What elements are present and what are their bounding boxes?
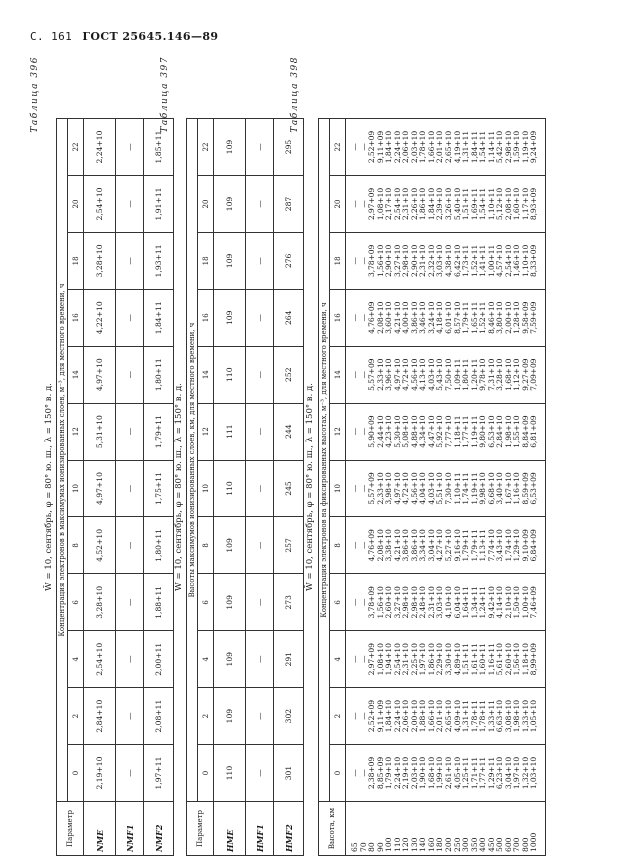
table-row — [213, 119, 245, 856]
hour-header: 16 — [197, 289, 213, 346]
table-cell: — — [115, 517, 143, 574]
hour-header: 0 — [197, 745, 213, 802]
table-cell: 109 — [213, 119, 245, 176]
hour-header: 12 — [329, 403, 345, 460]
concentration-column: — — 5,57+09 2,33+10 3,98+10 4,97+10 4,72+10 4,56+10 4,04+10 4,03+10 5,51+10 7,30+10 1,10+11 1,74+11 1,19+11 9,98+10 6,68+10 3,40+10 1,67+10 1,16+10 8,59+09 6,53+09 — [345, 460, 545, 517]
concentration-column: — — 5,57+09 2,33+10 3,96+10 4,97+10 4,72+10 4,56+10 4,13+10 4,03+10 5,43+10 7,50+10 1,09+11 1,80+11 1,20+11 9,78+10 7,31+10 3,28+10 1,68+10 1,12+10 9,27+09 7,09+09 — [345, 346, 545, 403]
hour-header: 4 — [197, 631, 213, 688]
hour-header: 2 — [197, 688, 213, 745]
hour-header: 8 — [197, 517, 213, 574]
hour-header: 18 — [197, 232, 213, 289]
table-cell: 109 — [213, 688, 245, 745]
hour-header: 22 — [67, 119, 83, 176]
hour-header: 6 — [197, 574, 213, 631]
table-cell: 1,79+11 — [143, 403, 173, 460]
hour-header: 22 — [197, 119, 213, 176]
table-396-title: W̄ = 10, сентябрь, φ = 80° ю. ш., λ = 150° в. д. — [43, 383, 54, 591]
table-cell: 4,22+10 — [83, 289, 115, 346]
table-cell: 287 — [273, 176, 303, 233]
hour-header: 20 — [197, 176, 213, 233]
table-cell: 109 — [213, 631, 245, 688]
table-cell: — — [245, 289, 273, 346]
heights-column: 65 70 80 90 100 110 120 130 140 160 180 200 250 300 350 400 450 500 600 700 800 1000 — [345, 802, 545, 856]
concentration-column: — — 4,76+09 2,08+10 3,38+10 4,21+10 3,86+10 3,86+10 3,34+10 3,04+10 4,27+10 5,27+10 9,16+10 1,79+11 1,79+11 1,13+11 7,74+10 3,43+10 1,74+10 1,29+10 9,10+09 6,84+09 — [345, 517, 545, 574]
hour-header: 2 — [329, 688, 345, 745]
table-397-title: W̄ = 10, сентябрь, φ = 80° ю. ш., λ = 150° в. д. — [173, 383, 184, 591]
table-cell: 109 — [213, 232, 245, 289]
param-name: NMF1 — [115, 802, 143, 856]
table-cell: — — [245, 631, 273, 688]
param-name: HMF2 — [273, 802, 303, 856]
table-row — [83, 119, 115, 856]
hour-header: 8 — [329, 517, 345, 574]
concentration-column: — — 2,97+09 1,08+10 1,94+10 2,54+10 2,31+10 2,25+10 1,97+10 1,86+10 2,29+10 3,30+10 4,89+10 1,51+11 1,61+11 1,60+11 1,16+11 5,61+10 2,60+10 1,56+10 1,18+10 8,99+09 — [345, 631, 545, 688]
table-cell: 3,28+10 — [83, 232, 115, 289]
concentration-column: — — 2,38+09 8,85+09 1,79+10 2,24+10 2,19+10 2,03+10 1,90+10 1,68+10 1,99+10 2,61+10 4,05+10 1,25+11 1,71+11 1,77+11 1,29+11 6,23+10 3,04+10 1,97+10 1,32+10 1,03+10 — [345, 745, 545, 802]
table-cell: 2,84+10 — [83, 688, 115, 745]
table-398-subheader: Концентрация электронов на фиксированных высотах, м⁻³, для местного времени, ч — [318, 119, 329, 802]
hour-header: 6 — [329, 574, 345, 631]
table-396-caption: Таблица 396 — [29, 56, 40, 133]
hour-header: 4 — [329, 631, 345, 688]
concentration-column: — — 3,78+09 1,56+10 2,90+10 3,27+10 2,98+10 2,90+10 2,31+10 2,32+10 3,03+10 4,38+10 6,42+10 1,73+11 1,52+11 1,41+11 1,00+11 4,57+10 2,54+10 1,46+10 1,10+10 8,33+09 — [345, 232, 545, 289]
hour-header: 4 — [67, 631, 83, 688]
param-header: Параметр — [56, 802, 83, 856]
hour-header: 0 — [67, 745, 83, 802]
hour-header: 14 — [67, 346, 83, 403]
hour-header: 16 — [329, 289, 345, 346]
hour-header: 10 — [329, 460, 345, 517]
table-cell: 295 — [273, 119, 303, 176]
param-name: HME — [213, 802, 245, 856]
table-cell: 273 — [273, 574, 303, 631]
table-cell: — — [115, 745, 143, 802]
table-cell: 4,97+10 — [83, 460, 115, 517]
rotated-content — [30, 56, 590, 856]
param-name: NMF2 — [143, 802, 173, 856]
table-cell: — — [115, 289, 143, 346]
table-cell: — — [115, 460, 143, 517]
table-cell: 264 — [273, 289, 303, 346]
table-cell: 110 — [213, 346, 245, 403]
table-cell: 2,19+10 — [83, 745, 115, 802]
table-cell: — — [115, 119, 143, 176]
concentration-column: — — 2,52+09 9,11+09 1,84+10 2,24+10 2,06+10 2,00+10 1,88+10 1,66+10 2,01+10 2,65+10 4,09+10 1,31+11 1,78+11 1,78+11 1,33+11 6,63+10 3,08+10 1,98+10 1,33+10 1,05+10 — [345, 688, 545, 745]
table-cell: — — [245, 460, 273, 517]
table-cell: 1,80+11 — [143, 346, 173, 403]
table-cell: 1,88+11 — [143, 574, 173, 631]
table-cell: 1,85+11 — [143, 119, 173, 176]
hour-header: 12 — [67, 403, 83, 460]
page-number: С. 161 — [30, 30, 73, 43]
table-cell: — — [245, 745, 273, 802]
table-cell: 244 — [273, 403, 303, 460]
table-cell: 109 — [213, 289, 245, 346]
hour-header: 16 — [67, 289, 83, 346]
table-cell: 109 — [213, 176, 245, 233]
table-cell: — — [245, 688, 273, 745]
table-cell: — — [245, 574, 273, 631]
table-cell: — — [115, 688, 143, 745]
table-cell: 1,80+11 — [143, 517, 173, 574]
table-cell: 301 — [273, 745, 303, 802]
table-cell: 302 — [273, 688, 303, 745]
height-header: Высота, км — [318, 802, 345, 856]
table-cell: — — [115, 403, 143, 460]
table-row — [143, 119, 173, 856]
table-cell: 2,08+11 — [143, 688, 173, 745]
table-cell: 1,91+11 — [143, 176, 173, 233]
hour-header: 10 — [197, 460, 213, 517]
hour-header: 18 — [67, 232, 83, 289]
table-cell: — — [245, 517, 273, 574]
hour-header: 14 — [329, 346, 345, 403]
table-cell: 2,54+10 — [83, 176, 115, 233]
table-cell: 110 — [213, 460, 245, 517]
table-396-subheader: Концентрация электронов в максимумах ионизированных слоев, м⁻³, для местного времени, ч — [56, 119, 67, 802]
table-cell: — — [245, 346, 273, 403]
table-cell: 2,54+10 — [83, 631, 115, 688]
table-cell: 109 — [213, 574, 245, 631]
table-cell: 1,75+11 — [143, 460, 173, 517]
table-cell: — — [115, 631, 143, 688]
concentration-column: — — 2,52+09 9,11+09 1,84+10 2,24+10 2,06+10 2,03+10 1,78+10 1,66+10 2,01+10 2,65+10 4,19+10 1,31+11 1,84+11 1,54+11 1,14+11 5,42+10 2,98+10 1,59+10 1,19+10 9,24+09 — [345, 119, 545, 176]
param-header: Параметр — [186, 802, 213, 856]
table-397 — [186, 118, 304, 856]
table-cell: 4,52+10 — [83, 517, 115, 574]
page-header — [30, 30, 219, 43]
table-row — [273, 119, 303, 856]
table-397-subheader: Высоты максимумов ионизированных слоев, км, для местного времени, ч — [186, 119, 197, 802]
table-cell: — — [115, 176, 143, 233]
table-cell: — — [245, 176, 273, 233]
table-cell: 2,00+11 — [143, 631, 173, 688]
table-cell: 257 — [273, 517, 303, 574]
table-396 — [56, 118, 174, 856]
table-cell: 252 — [273, 346, 303, 403]
table-398-caption: Таблица 398 — [289, 56, 300, 133]
table-cell: 2,24+10 — [83, 119, 115, 176]
table-cell: 1,84+11 — [143, 289, 173, 346]
table-cell: 1,97+11 — [143, 745, 173, 802]
table-cell: 110 — [213, 745, 245, 802]
table-cell: 276 — [273, 232, 303, 289]
table-cell: 3,28+10 — [83, 574, 115, 631]
table-row — [115, 119, 143, 856]
hour-header: 20 — [329, 176, 345, 233]
table-cell: 111 — [213, 403, 245, 460]
table-cell: 5,31+10 — [83, 403, 115, 460]
table-cell: 109 — [213, 517, 245, 574]
standard-title: ГОСТ 25645.146—89 — [82, 30, 219, 43]
table-row — [245, 119, 273, 856]
table-cell: 4,97+10 — [83, 346, 115, 403]
table-397-caption: Таблица 397 — [159, 56, 170, 133]
table-cell: — — [115, 346, 143, 403]
concentration-column: — — 3,78+09 1,56+10 2,60+10 3,27+10 2,98+10 2,98+10 2,48+10 2,31+10 3,03+10 4,10+10 6,04+10 1,64+11 1,34+11 1,24+11 9,42+10 4,14+10 2,10+10 1,50+10 1,00+10 7,46+09 — [345, 574, 545, 631]
hour-header: 2 — [67, 688, 83, 745]
hour-header: 18 — [329, 232, 345, 289]
table-cell: — — [245, 403, 273, 460]
table-cell: — — [115, 232, 143, 289]
hour-header: 10 — [67, 460, 83, 517]
hour-header: 0 — [329, 745, 345, 802]
table-cell: — — [245, 119, 273, 176]
param-name: NME — [83, 802, 115, 856]
table-cell: 245 — [273, 460, 303, 517]
table-cell: — — [245, 232, 273, 289]
param-name: HMF1 — [245, 802, 273, 856]
table-cell: 1,93+11 — [143, 232, 173, 289]
hour-header: 12 — [197, 403, 213, 460]
hour-header: 14 — [197, 346, 213, 403]
hour-header: 22 — [329, 119, 345, 176]
table-398 — [318, 118, 546, 856]
concentration-column: — — 5,90+09 2,44+10 4,23+10 5,30+10 5,08+10 4,88+10 4,34+10 4,47+10 5,92+10 7,77+10 1,18+11 1,77+11 1,19+11 9,80+10 6,53+10 2,84+10 1,98+10 1,55+10 8,84+09 6,81+09 — [345, 403, 545, 460]
table-398-title: W̄ = 10, сентябрь, φ = 80° ю. ш., λ = 150° в. д. — [304, 383, 315, 591]
hour-header: 8 — [67, 517, 83, 574]
concentration-column: — — 2,97+09 1,08+10 2,17+10 2,54+10 2,31+10 2,26+10 1,86+10 1,84+10 2,39+10 3,26+10 5,40+10 1,51+11 1,69+11 1,54+11 1,10+11 5,12+10 2,08+10 1,60+10 1,17+10 8,93+09 — [345, 176, 545, 233]
concentration-column: — — 4,76+09 2,08+10 3,60+10 4,21+10 4,00+10 3,86+10 3,46+10 3,24+10 4,18+10 6,01+10 8,57+10 1,79+11 1,65+11 1,52+11 8,46+10 3,80+10 2,00+10 1,28+10 9,58+09 7,59+09 — [345, 289, 545, 346]
hour-header: 20 — [67, 176, 83, 233]
hour-header: 6 — [67, 574, 83, 631]
table-cell: — — [115, 574, 143, 631]
table-cell: 291 — [273, 631, 303, 688]
